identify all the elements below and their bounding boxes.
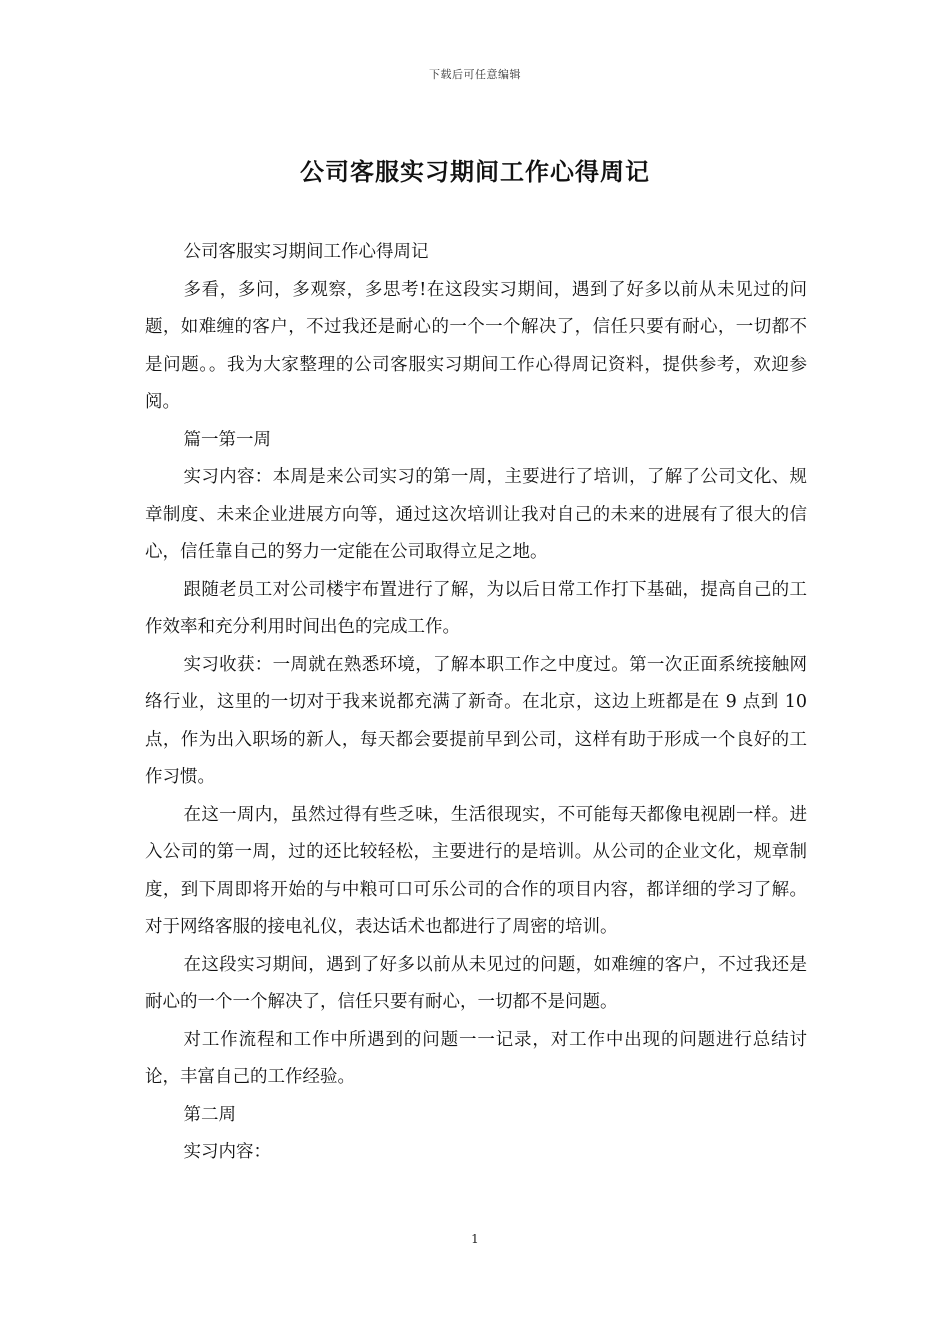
paragraph-week-one-summary: 对工作流程和工作中所遇到的问题一一记录，对工作中出现的问题进行总结讨论，丰富自己的工作经验。 xyxy=(145,1029,807,1087)
document-title: 公司客服实习期间工作心得周记 xyxy=(300,157,650,186)
paragraph-week-one-heading: 篇一第一周 xyxy=(183,429,271,450)
page-number: 1 xyxy=(471,1232,479,1246)
paragraph-week-one-reflection: 在这一周内，虽然过得有些乏味，生活很现实，不可能每天都像电视剧一样。进入公司的第一周，过的还比较轻松，主要进行的是培训。从公司的企业文化，规章制度，到下周即将开始的与中粮可口可乐公司的合作的项目内容，都详细的学习了解。对于网络客服的接电礼仪，表达话术也都进行了周密的培训。 xyxy=(145,804,807,937)
paragraph-week-one-content: 实习内容：本周是来公司实习的第一周，主要进行了培训，了解了公司文化、规章制度、未来企业进展方向等，通过这次培训让我对自己的未来的进展有了很大的信心，信任靠自己的努力一定能在公司取得立足之地。 xyxy=(145,467,807,562)
paragraph-intro: 多看，多问，多观察，多思考!在这段实习期间，遇到了好多以前从未见过的问题，如难缠的客户，不过我还是耐心的一个一个解决了，信任只要有耐心，一切都不是问题。。我为大家整理的公司客服实习期间工作心得周记资料，提供参考，欢迎参阅。 xyxy=(145,279,807,412)
paragraph-subtitle: 公司客服实习期间工作心得周记 xyxy=(183,242,429,262)
document-body xyxy=(145,234,807,1172)
paragraph-week-two-heading: 第二周 xyxy=(183,1104,236,1125)
paragraph-week-two-content: 实习内容： xyxy=(183,1142,271,1162)
header-note: 下载后可任意编辑 xyxy=(429,68,521,81)
paragraph-week-one-gains: 实习收获：一周就在熟悉环境，了解本职工作之中度过。第一次正面系统接触网络行业，这里的一切对于我来说都充满了新奇。在北京，这边上班都是在 9 点到 10 点，作为出入职场的新人，每天都会要提前早到公司，这样有助于形成一个良好的工作习惯。 xyxy=(145,654,807,787)
paragraph-week-one-problems: 在这段实习期间，遇到了好多以前从未见过的问题，如难缠的客户，不过我还是耐心的一个一个解决了，信任只要有耐心，一切都不是问题。 xyxy=(145,954,807,1012)
paragraph-week-one-followup: 跟随老员工对公司楼宇布置进行了解，为以后日常工作打下基础，提高自己的工作效率和充分利用时间出色的完成工作。 xyxy=(145,579,807,637)
